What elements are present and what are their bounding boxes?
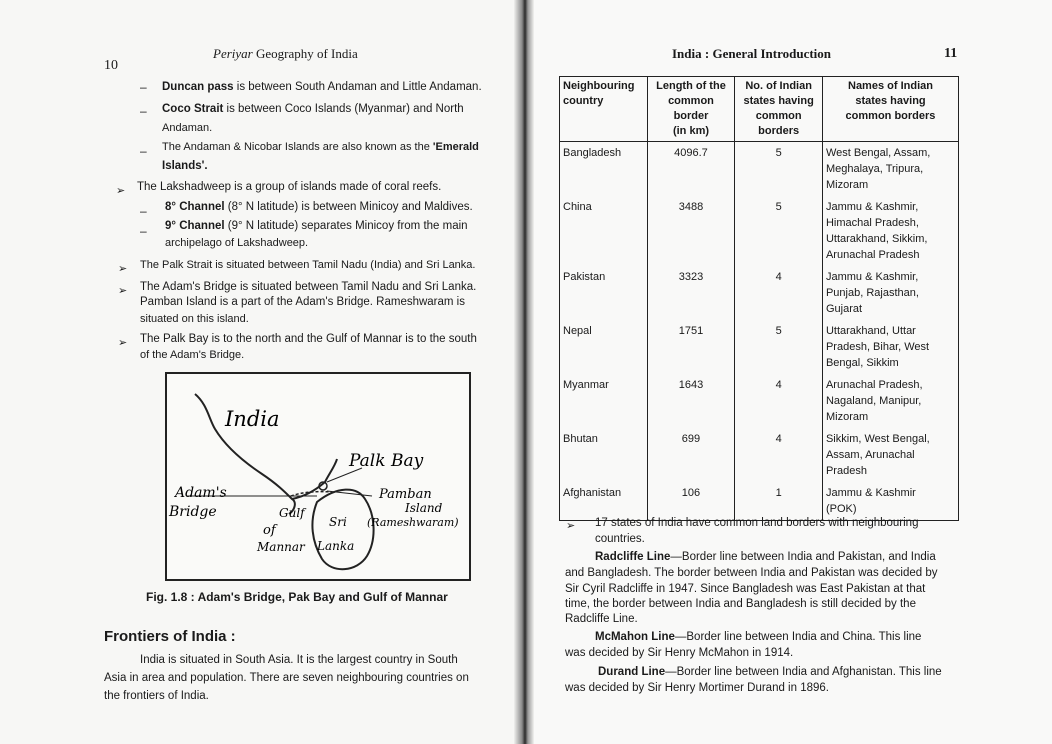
cell-country: Bhutan [560,428,648,482]
radcliffe-line-4: time, the border between India and Bangladesh is still decided by the [565,598,916,610]
bullet-pamban: Pamban Island is a part of the Adam's Bridge. Rameshwaram is [140,296,465,308]
dash-bullet: – [140,104,147,118]
cell-length: 3488 [647,196,735,266]
map-label-island: Island [405,501,443,515]
right-page-number: 11 [944,46,958,61]
cell-length: 699 [647,428,735,482]
left-page-header [213,46,358,62]
cell-states: 5 [735,142,823,197]
arrow-bullet-icon: ➢ [118,285,128,297]
table-row [560,196,959,266]
cell-country: Afghanistan [560,482,648,521]
bullet-9-channel-cont: archipelago of Lakshadweep. [165,237,309,249]
header-script-word: Periyar [213,46,253,61]
bullet-lakshadweep: The Lakshadweep is a group of islands made of coral reefs. [137,181,442,193]
bullet-pamban-cont: situated on this island. [140,313,249,325]
note-line-2: countries. [595,533,645,545]
para-line-1: India is situated in South Asia. It is the largest country in South [140,654,458,666]
bullet-emerald: The Andaman & Nicobar Islands are also known as the 'Emerald [162,141,479,153]
col-header-length: Length of the common border (in km) [647,77,735,142]
map-label-pamban: Pamban [379,487,432,502]
radcliffe-line-2: and Bangladesh. The border between India and Pakistan was decided by [565,567,938,579]
cell-names: West Bengal, Assam, Meghalaya, Tripura, Mizoram [822,142,958,197]
para-line-2: Asia in area and population. There are seven neighbouring countries on [104,672,469,684]
map-label-mannar: Mannar [257,540,305,554]
cell-states: 1 [735,482,823,521]
col-header-country: Neighbouring country [560,77,648,142]
cell-length: 4096.7 [647,142,735,197]
map-label-of: of [263,523,276,538]
section-title: Frontiers of India : [104,628,236,645]
table-row [560,374,959,428]
cell-length: 1643 [647,374,735,428]
pamban-pointer-line [327,491,372,496]
cell-country: Nepal [560,320,648,374]
cell-names: Uttarakhand, Uttar Pradesh, Bihar, West Bengal, Sikkim [822,320,958,374]
dash-bullet: – [140,144,147,158]
cell-names: Jammu & Kashmir, Himachal Pradesh, Uttarakhand, Sikkim, Arunachal Pradesh [822,196,958,266]
map-label-adams: Adam's [175,485,227,501]
cell-country: Bangladesh [560,142,648,197]
col-header-state-names: Names of Indian states having common borders [822,77,958,142]
arrow-bullet-icon: ➢ [566,520,576,532]
bullet-adams-bridge: The Adam's Bridge is situated between Tamil Nadu and Sri Lanka. [140,281,477,293]
cell-length: 3323 [647,266,735,320]
para-line-3: the frontiers of India. [104,690,209,702]
bullet-9-channel: 9° Channel (9° N latitude) separates Minicoy from the main [165,220,468,232]
header-rest: Geography of India [255,46,358,61]
map-label-india: India [225,407,280,431]
radcliffe-line-1: Radcliffe Line—Border line between India and Pakistan, and India [595,551,936,563]
map-label-sri: Sri [329,515,347,529]
cell-names: Jammu & Kashmir, Punjab, Rajasthan, Gujarat [822,266,958,320]
dash-bullet: – [140,224,147,238]
right-page-header: India : General Introduction [672,46,832,61]
table-row [560,320,959,374]
map-label-palk-bay: Palk Bay [349,451,424,471]
bullet-8-channel: 8° Channel (8° N latitude) is between Minicoy and Maldives. [165,201,473,213]
arrow-bullet-icon: ➢ [118,337,128,349]
cell-names: Sikkim, West Bengal, Assam, Arunachal Pradesh [822,428,958,482]
table-header-row [560,77,959,142]
bullet-emerald-cont: Islands'. [162,160,208,172]
mcmahon-line-2: was decided by Sir Henry McMahon in 1914. [565,647,794,659]
bullet-palk-strait: The Palk Strait is situated between Tamil Nadu (India) and Sri Lanka. [140,259,476,271]
dash-bullet: – [140,80,147,94]
bullet-coco-cont: Andaman. [162,122,213,134]
cell-names: Jammu & Kashmir (POK) [822,482,958,521]
map-label-lanka: Lanka [317,539,355,553]
cell-states: 5 [735,196,823,266]
bullet-coco: Coco Strait is between Coco Islands (Myanmar) and North [162,103,464,115]
mcmahon-line-1: McMahon Line—Border line between India and China. This line [595,631,922,643]
arrow-bullet-icon: ➢ [116,185,126,197]
note-line-1: 17 states of India have common land borders with neighbouring [595,517,919,529]
radcliffe-line-3: Sir Cyril Radcliffe in 1947. Since Bangladesh was East Pakistan at that [565,583,926,595]
arrow-bullet-icon: ➢ [118,263,128,275]
cell-states: 4 [735,374,823,428]
durand-line-1: Durand Line—Border line between India and Afghanistan. This line [598,666,942,678]
left-page-number: 10 [104,58,118,73]
cell-length: 106 [647,482,735,521]
table-row [560,266,959,320]
col-header-states-count: No. of Indian states having common borders [735,77,823,142]
cell-states: 4 [735,266,823,320]
table-row [560,428,959,482]
table-row [560,142,959,197]
map-label-rameshwaram: (Rameshwaram) [367,516,459,529]
dash-bullet: – [140,204,147,218]
cell-names: Arunachal Pradesh, Nagaland, Manipur, Mizoram [822,374,958,428]
cell-length: 1751 [647,320,735,374]
figure-caption: Fig. 1.8 : Adam's Bridge, Pak Bay and Gulf of Mannar [146,590,448,604]
durand-line-2: was decided by Sir Henry Mortimer Durand in 1896. [565,682,829,694]
bullet-duncan: Duncan pass is between South Andaman and Little Andaman. [162,81,482,93]
map-figure [165,372,471,581]
cell-states: 4 [735,428,823,482]
borders-table [559,76,959,521]
bullet-palk-bay-cont: of the Adam's Bridge. [140,349,245,361]
cell-country: Myanmar [560,374,648,428]
map-label-bridge: Bridge [169,504,217,520]
cell-states: 5 [735,320,823,374]
book-spine [514,0,534,744]
radcliffe-line-5: Radcliffe Line. [565,613,638,625]
bullet-palk-bay: The Palk Bay is to the north and the Gulf of Mannar is to the south [140,333,477,345]
cell-country: Pakistan [560,266,648,320]
cell-country: China [560,196,648,266]
map-drawing [167,374,469,579]
sri-lanka-outline [312,490,373,570]
map-label-gulf: Gulf [279,506,305,520]
table-row [560,482,959,521]
